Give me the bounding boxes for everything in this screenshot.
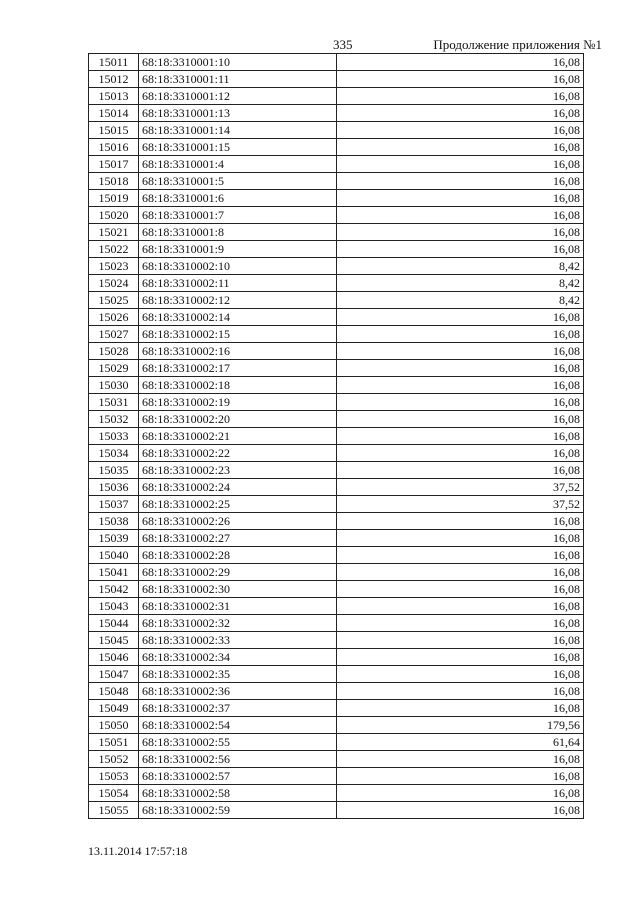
row-number: 15047 bbox=[89, 666, 139, 683]
value-cell: 8,42 bbox=[337, 292, 584, 309]
cadastral-number: 68:18:3310002:57 bbox=[139, 768, 337, 785]
parcel-table-body bbox=[89, 54, 583, 819]
table-row bbox=[89, 445, 583, 462]
table-row bbox=[89, 530, 583, 547]
row-number: 15013 bbox=[89, 88, 139, 105]
row-number: 15050 bbox=[89, 717, 139, 734]
table-row bbox=[89, 207, 583, 224]
value-cell: 16,08 bbox=[337, 139, 584, 156]
value-cell: 16,08 bbox=[337, 649, 584, 666]
cadastral-number: 68:18:3310002:15 bbox=[139, 326, 337, 343]
row-number: 15046 bbox=[89, 649, 139, 666]
cadastral-number: 68:18:3310002:32 bbox=[139, 615, 337, 632]
table-row bbox=[89, 343, 583, 360]
cadastral-number: 68:18:3310002:26 bbox=[139, 513, 337, 530]
table-row bbox=[89, 649, 583, 666]
value-cell: 16,08 bbox=[337, 428, 584, 445]
row-number: 15041 bbox=[89, 564, 139, 581]
row-number: 15038 bbox=[89, 513, 139, 530]
page-number: 335 bbox=[333, 37, 353, 52]
table-row bbox=[89, 275, 583, 292]
table-row bbox=[89, 156, 583, 173]
value-cell: 16,08 bbox=[337, 802, 584, 819]
table-row bbox=[89, 71, 583, 88]
table-row bbox=[89, 360, 583, 377]
cadastral-number: 68:18:3310002:59 bbox=[139, 802, 337, 819]
cadastral-number: 68:18:3310002:21 bbox=[139, 428, 337, 445]
row-number: 15044 bbox=[89, 615, 139, 632]
value-cell: 16,08 bbox=[337, 343, 584, 360]
value-cell: 8,42 bbox=[337, 258, 584, 275]
row-number: 15051 bbox=[89, 734, 139, 751]
row-number: 15015 bbox=[89, 122, 139, 139]
cadastral-number: 68:18:3310002:16 bbox=[139, 343, 337, 360]
table-row bbox=[89, 428, 583, 445]
cadastral-number: 68:18:3310002:14 bbox=[139, 309, 337, 326]
cadastral-number: 68:18:3310002:19 bbox=[139, 394, 337, 411]
value-cell: 16,08 bbox=[337, 530, 584, 547]
cadastral-number: 68:18:3310002:31 bbox=[139, 598, 337, 615]
value-cell: 16,08 bbox=[337, 513, 584, 530]
value-cell: 16,08 bbox=[337, 224, 584, 241]
table-row bbox=[89, 751, 583, 768]
cadastral-number: 68:18:3310002:23 bbox=[139, 462, 337, 479]
cadastral-number: 68:18:3310002:11 bbox=[139, 275, 337, 292]
cadastral-number: 68:18:3310001:14 bbox=[139, 122, 337, 139]
value-cell: 16,08 bbox=[337, 122, 584, 139]
value-cell: 16,08 bbox=[337, 581, 584, 598]
value-cell: 16,08 bbox=[337, 173, 584, 190]
row-number: 15053 bbox=[89, 768, 139, 785]
value-cell: 16,08 bbox=[337, 666, 584, 683]
table-row bbox=[89, 700, 583, 717]
cadastral-number: 68:18:3310002:18 bbox=[139, 377, 337, 394]
cadastral-number: 68:18:3310001:10 bbox=[139, 54, 337, 71]
cadastral-number: 68:18:3310002:20 bbox=[139, 411, 337, 428]
table-row bbox=[89, 734, 583, 751]
table-row bbox=[89, 615, 583, 632]
table-row bbox=[89, 326, 583, 343]
value-cell: 16,08 bbox=[337, 156, 584, 173]
table-row bbox=[89, 292, 583, 309]
row-number: 15032 bbox=[89, 411, 139, 428]
row-number: 15021 bbox=[89, 224, 139, 241]
cadastral-number: 68:18:3310001:9 bbox=[139, 241, 337, 258]
row-number: 15034 bbox=[89, 445, 139, 462]
cadastral-number: 68:18:3310002:25 bbox=[139, 496, 337, 513]
value-cell: 16,08 bbox=[337, 105, 584, 122]
cadastral-number: 68:18:3310002:36 bbox=[139, 683, 337, 700]
cadastral-number: 68:18:3310002:34 bbox=[139, 649, 337, 666]
row-number: 15011 bbox=[89, 54, 139, 71]
cadastral-number: 68:18:3310001:15 bbox=[139, 139, 337, 156]
row-number: 15020 bbox=[89, 207, 139, 224]
table-row bbox=[89, 377, 583, 394]
cadastral-number: 68:18:3310001:11 bbox=[139, 71, 337, 88]
table-row bbox=[89, 173, 583, 190]
table-row bbox=[89, 785, 583, 802]
row-number: 15039 bbox=[89, 530, 139, 547]
value-cell: 16,08 bbox=[337, 751, 584, 768]
cadastral-number: 68:18:3310002:58 bbox=[139, 785, 337, 802]
row-number: 15049 bbox=[89, 700, 139, 717]
table-row bbox=[89, 190, 583, 207]
cadastral-number: 68:18:3310002:55 bbox=[139, 734, 337, 751]
row-number: 15014 bbox=[89, 105, 139, 122]
table-row bbox=[89, 666, 583, 683]
row-number: 15031 bbox=[89, 394, 139, 411]
table-row bbox=[89, 547, 583, 564]
value-cell: 16,08 bbox=[337, 462, 584, 479]
table-row bbox=[89, 309, 583, 326]
table-row bbox=[89, 462, 583, 479]
row-number: 15022 bbox=[89, 241, 139, 258]
row-number: 15040 bbox=[89, 547, 139, 564]
cadastral-number: 68:18:3310002:29 bbox=[139, 564, 337, 581]
cadastral-number: 68:18:3310002:35 bbox=[139, 666, 337, 683]
cadastral-number: 68:18:3310002:30 bbox=[139, 581, 337, 598]
value-cell: 16,08 bbox=[337, 377, 584, 394]
table-row bbox=[89, 717, 583, 734]
cadastral-number: 68:18:3310001:8 bbox=[139, 224, 337, 241]
cadastral-number: 68:18:3310002:28 bbox=[139, 547, 337, 564]
row-number: 15048 bbox=[89, 683, 139, 700]
cadastral-number: 68:18:3310001:6 bbox=[139, 190, 337, 207]
cadastral-number: 68:18:3310001:12 bbox=[139, 88, 337, 105]
row-number: 15028 bbox=[89, 343, 139, 360]
row-number: 15055 bbox=[89, 802, 139, 819]
cadastral-number: 68:18:3310002:56 bbox=[139, 751, 337, 768]
print-timestamp: 13.11.2014 17:57:18 bbox=[88, 844, 188, 858]
value-cell: 16,08 bbox=[337, 71, 584, 88]
row-number: 15033 bbox=[89, 428, 139, 445]
row-number: 15054 bbox=[89, 785, 139, 802]
row-number: 15043 bbox=[89, 598, 139, 615]
cadastral-number: 68:18:3310001:13 bbox=[139, 105, 337, 122]
value-cell: 16,08 bbox=[337, 241, 584, 258]
row-number: 15016 bbox=[89, 139, 139, 156]
table-row bbox=[89, 581, 583, 598]
row-number: 15027 bbox=[89, 326, 139, 343]
row-number: 15037 bbox=[89, 496, 139, 513]
table-row bbox=[89, 105, 583, 122]
value-cell: 16,08 bbox=[337, 785, 584, 802]
row-number: 15023 bbox=[89, 258, 139, 275]
value-cell: 16,08 bbox=[337, 190, 584, 207]
table-row bbox=[89, 241, 583, 258]
row-number: 15019 bbox=[89, 190, 139, 207]
value-cell: 8,42 bbox=[337, 275, 584, 292]
cadastral-number: 68:18:3310002:10 bbox=[139, 258, 337, 275]
value-cell: 16,08 bbox=[337, 445, 584, 462]
row-number: 15052 bbox=[89, 751, 139, 768]
value-cell: 16,08 bbox=[337, 411, 584, 428]
row-number: 15024 bbox=[89, 275, 139, 292]
cadastral-number: 68:18:3310002:27 bbox=[139, 530, 337, 547]
value-cell: 16,08 bbox=[337, 700, 584, 717]
row-number: 15029 bbox=[89, 360, 139, 377]
table-row bbox=[89, 802, 583, 819]
value-cell: 16,08 bbox=[337, 615, 584, 632]
table-row bbox=[89, 88, 583, 105]
row-number: 15018 bbox=[89, 173, 139, 190]
table-row bbox=[89, 224, 583, 241]
appendix-continuation-note: Продолжение приложения №1 bbox=[433, 37, 602, 52]
row-number: 15035 bbox=[89, 462, 139, 479]
table-row bbox=[89, 479, 583, 496]
cadastral-number: 68:18:3310002:54 bbox=[139, 717, 337, 734]
row-number: 15026 bbox=[89, 309, 139, 326]
row-number: 15017 bbox=[89, 156, 139, 173]
row-number: 15025 bbox=[89, 292, 139, 309]
parcel-table bbox=[88, 53, 584, 819]
table-row bbox=[89, 564, 583, 581]
value-cell: 16,08 bbox=[337, 54, 584, 71]
value-cell: 16,08 bbox=[337, 598, 584, 615]
value-cell: 16,08 bbox=[337, 88, 584, 105]
cadastral-number: 68:18:3310002:37 bbox=[139, 700, 337, 717]
value-cell: 16,08 bbox=[337, 564, 584, 581]
cadastral-number: 68:18:3310002:33 bbox=[139, 632, 337, 649]
row-number: 15036 bbox=[89, 479, 139, 496]
table-row bbox=[89, 496, 583, 513]
table-row bbox=[89, 683, 583, 700]
value-cell: 16,08 bbox=[337, 683, 584, 700]
cadastral-number: 68:18:3310001:5 bbox=[139, 173, 337, 190]
table-row bbox=[89, 122, 583, 139]
value-cell: 16,08 bbox=[337, 309, 584, 326]
cadastral-number: 68:18:3310001:4 bbox=[139, 156, 337, 173]
value-cell: 37,52 bbox=[337, 479, 584, 496]
table-row bbox=[89, 411, 583, 428]
value-cell: 61,64 bbox=[337, 734, 584, 751]
table-row bbox=[89, 139, 583, 156]
table-row bbox=[89, 598, 583, 615]
row-number: 15030 bbox=[89, 377, 139, 394]
cadastral-number: 68:18:3310002:24 bbox=[139, 479, 337, 496]
value-cell: 16,08 bbox=[337, 207, 584, 224]
table-row bbox=[89, 394, 583, 411]
cadastral-number: 68:18:3310002:22 bbox=[139, 445, 337, 462]
value-cell: 16,08 bbox=[337, 768, 584, 785]
table-row bbox=[89, 54, 583, 71]
value-cell: 179,56 bbox=[337, 717, 584, 734]
value-cell: 16,08 bbox=[337, 360, 584, 377]
value-cell: 16,08 bbox=[337, 326, 584, 343]
table-row bbox=[89, 632, 583, 649]
row-number: 15042 bbox=[89, 581, 139, 598]
cadastral-number: 68:18:3310002:17 bbox=[139, 360, 337, 377]
value-cell: 16,08 bbox=[337, 394, 584, 411]
table-row bbox=[89, 513, 583, 530]
table-row bbox=[89, 768, 583, 785]
row-number: 15012 bbox=[89, 71, 139, 88]
row-number: 15045 bbox=[89, 632, 139, 649]
cadastral-number: 68:18:3310001:7 bbox=[139, 207, 337, 224]
cadastral-number: 68:18:3310002:12 bbox=[139, 292, 337, 309]
table-row bbox=[89, 258, 583, 275]
value-cell: 16,08 bbox=[337, 632, 584, 649]
value-cell: 16,08 bbox=[337, 547, 584, 564]
value-cell: 37,52 bbox=[337, 496, 584, 513]
